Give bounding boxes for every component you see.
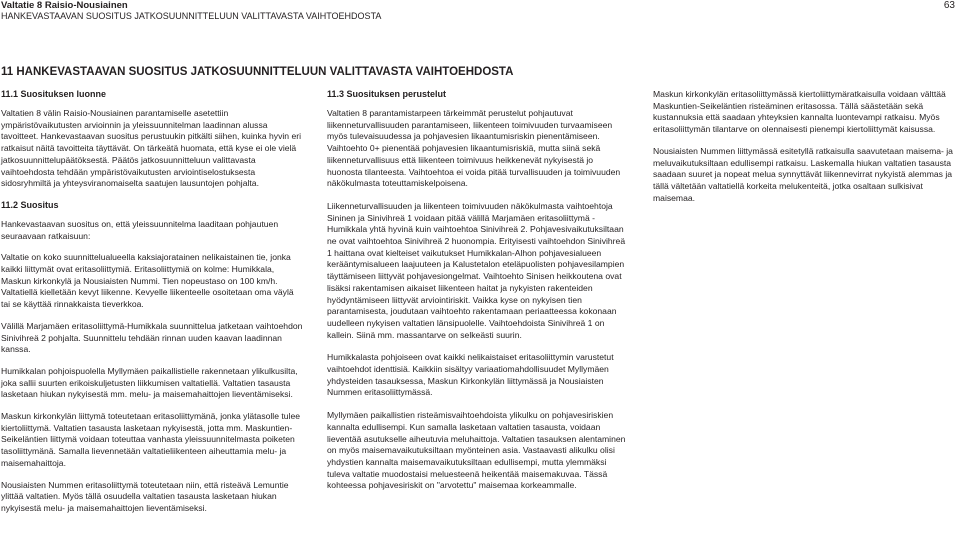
column-left	[1, 89, 305, 525]
section-heading-11-1: 11.1 Suosituksen luonne	[1, 89, 107, 99]
paragraph: Myllymäen paikallistien risteämisvaihtoehdoista ylikulku on pohjavesiriskien kannalta edullisempi. Kun samalla lasketaan valtatien tasausta, voidaan lieventää asutukselle aiheutuvia meluhaittoja. Valtatien tasauksen alentaminen on myös maisemavaikutuksiltaan myönteinen asia. Vastaavasti alikulku olisi yhdystien kannalta maisemavaikutuksiltaan edullisempi, mutta ylemmäksi tuleva valtatie muodostaisi meluesteenä heikentää maisemakuvaa. Tässä kohteessa pohjavesiriskit on "arvotettu" maisemaa korkeammalle.	[327, 410, 626, 491]
paragraph: Hankevastaavan suositus on, että yleissuunnitelma laaditaan pohjautuen seuraavaan ratkaisuun:	[1, 218, 279, 241]
document-subtitle: HANKEVASTAAVAN SUOSITUS JATKOSUUNNITTELUUN VALITTAVASTA VAIHTOEHDOSTA	[1, 11, 382, 21]
running-header	[1, 0, 941, 21]
paragraph: Maskun kirkonkylän eritasoliittymässä kiertoliittymäratkaisulla voidaan välttää Maskuntien-Seikeläntien risteäminen eritasossa. Tällä säästetään sekä kustannuksia että saadaan yhteyksien kannalta luontevampi ratkaisu. Myös eritasoliittymän tilantarve on olennaisesti pienempi kiertoliittymät kaisussa.	[653, 89, 946, 135]
paragraph: Nousiaisten Nummen liittymässä esitetyllä ratkaisulla saavutetaan maisema- ja meluvaikutuksiltaan edullisempi ratkaisu. Laskemalla hiukan valtatien tasausta saadaan suuret ja nopeat melua synnyttävät liikennevirrat nykyistä alemmas ja tällä vältetään valtatiellä korkeita melukenteitä, jotka osaltaan sulkisivat maisemaa.	[653, 145, 953, 203]
paragraph: Nousiaisten Nummen eritasoliittymä toteutetaan niin, että risteävä Lemuntie ylittää valtatien. Myös tällä osuudella valtatien tasausta lasketaan hiukan nykyisestä melu- ja maisemahaittojen lieventämiseksi.	[1, 479, 289, 513]
column-right	[653, 89, 960, 214]
paragraph: Valtatien 8 parantamistarpeen tärkeimmät perustelut pohjautuvat liikenneturvallisuuden parantamiseen, liikenteen toimivuuden turvaamiseen myös tulevaisuudessa ja pohjavesien likaantumisriskin pienentämiseen. Vaihtoehto 0+ pienentää pohjavesien likaantumisriskiä, mutta siinä sekä liikenneturvallisuus että liikenteen toimivuus heikkenevät nykyisestä jo huonosta tilanteesta. Vaihtoehtoa ei voida pitää turvallisuuden ja toimivuuden näkökulmasta toteuttamiskelpoisena.	[327, 108, 621, 189]
page-number: 63	[943, 0, 955, 11]
paragraph: Valtatie on koko suunnittelualueella kaksiajoratainen nelikaistainen tie, jonka kaikki liittymät ovat eritasoliittymiä. Eritasoliittymiä on kolme: Humikkala, Maskun kirkonkylä ja Nousiaisten Nummi. Tien nopeustaso on 100 km/h. Valtatiellä kielletään kevyt liikenne. Kevyelle liikenteelle osoitetaan oma väylä tai se käyttää rinnakkaista tieverkkoa.	[1, 252, 294, 310]
document-title: Valtatie 8 Raisio-Nousiainen	[1, 0, 128, 11]
chapter-heading: 11 HANKEVASTAAVAN SUOSITUS JATKOSUUNNITTELUUN VALITTAVASTA VAIHTOEHDOSTA	[1, 66, 514, 78]
section-heading-11-3: 11.3 Suosituksen perustelut	[327, 89, 447, 99]
paragraph: Humikkalan pohjoispuolella Myllymäen paikallistielle rakennetaan ylikulkusilta, joka sallii suurten erikoiskuljetusten liikkumisen valtatiellä. Valtatien tasausta lasketaan hiukan nykyisestä mm. melu- ja maisemahaittojen lieventämiseksi.	[1, 365, 298, 400]
paragraph: Liikenneturvallisuuden ja liikenteen toimivuuden näkökulmasta vaihtoehtoja Sininen ja Sinivihreä 1 voidaan pitää välillä Marjamäen eritasoliittymä - Humikkala yhtä hyvinä kuin vaihtoehtoa Sinivihreä 2. Pohjavesivaikutuksiltaan ne ovat vaihtoehtoa Sinivihreä 2 huonompia. Erityisesti vaihtoehdon Sinivihreä 1 haittana ovat kielteiset vaikutukset Humikkalan-Alhon pohjavesialueen kerääntymisalueen laajuuteen ja Kalustetalon eteläpuolisten pohjavesilampien täyttämiseen liittyvät pohjavesiongelmat. Vaihtoehto Sinisen heikkoutena ovat lisäksi rakentamisen aikaiset liikenteen haitat ja nykyisten rakenteiden hyödyntämiseen liittyvät arviointiriskit. Vaikka kyse on nykyisen tien parantamisesta, joudutaan vaihtoehto rakentamaan periaatteessa kokonaan uudelleen nykyisen valtatien länsipuolelle. Vaihtoehdoista Sinivihreä 1 on kallein. Siinä mm. massantarve on selkeästi suurin.	[327, 200, 626, 340]
column-middle	[327, 89, 627, 503]
section-heading-11-2: 11.2 Suositus	[1, 199, 59, 210]
paragraph: Maskun kirkonkylän liittymä toteutetaan eritasoliittymänä, jonka ylätasolle tulee kiertoliittymä. Valtatien tasausta lasketaan nykyisestä, jotta mm. Maskuntien-Seikeläntien liittymä voidaan toteuttaa vanhasta yleissuunnitelmasta poiketen tasoliittymänä. Samalla lievennetään valtatieliikenteen aiheuttamia melu- ja maisemahaittoja.	[1, 411, 301, 468]
paragraph: Humikkalasta pohjoiseen ovat kaikki nelikaistaiset eritasoliittymin varustetut vaihtoehdot identtisiä. Kaikkiin sisältyy variaatiomahdollisuudet Myllymäen yhdysteiden tasauksessa, Maskun Kirkonkylän liittymässä ja Nousiaisten Nummen eritasoliittymässä.	[327, 352, 614, 398]
paragraph: Välillä Marjamäen eritasoliittymä-Humikkala suunnittelua jatketaan vaihtoehdon Sinivihreä 2 pohjalta. Suunnittelu tehdään rinnan uuden kaavan laadinnan kanssa.	[1, 320, 303, 355]
paragraph: Valtatien 8 välin Raisio-Nousiainen parantamiselle asetettiin ympäristövaikutusten arvioinnin ja yleissuunnitelman laadinnan alussa tavoitteet. Hankevastaavan suositus perustuukin pitkälti siihen, kuinka hyvin eri ratkaisut näitä tavoitteita täyttävät. On tärkeätä huomata, että kyse ei ole vielä jatkosuunnittelupäätöksestä. Päätös jatkosuunnitteluun valittavasta vaihtoehdosta tehdään ympäristövaikutusten arviointiselostuksesta sidosryhmiltä ja yhteysviranomaiselta saatujen lausuntojen pohjalta.	[1, 108, 301, 189]
